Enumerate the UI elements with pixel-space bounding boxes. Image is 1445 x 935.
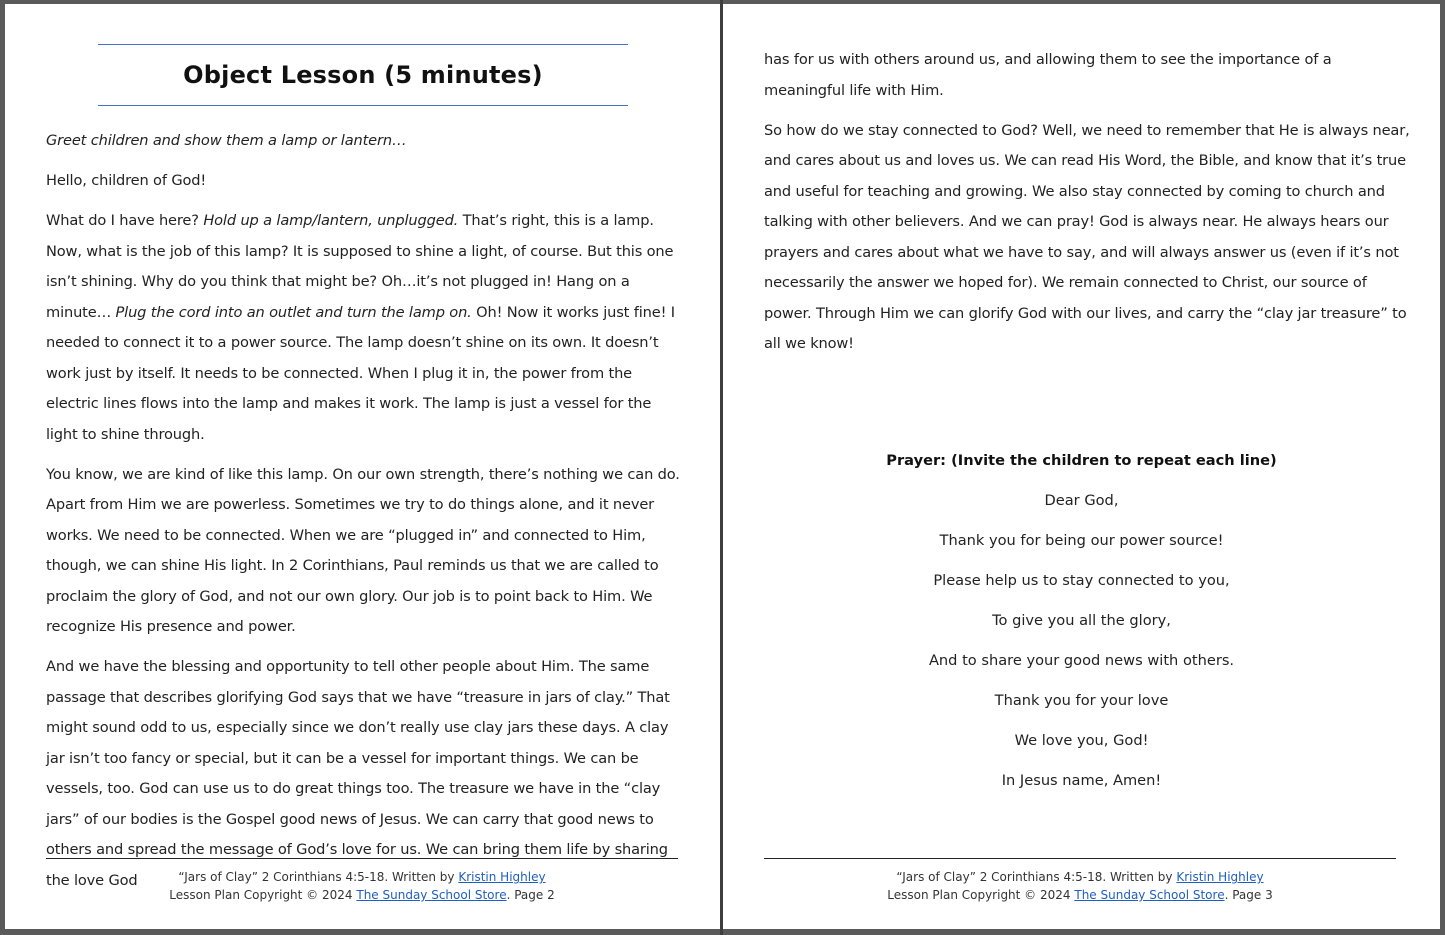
author-link[interactable]: Kristin Highley xyxy=(458,870,546,884)
prayer-line: And to share your good news with others. xyxy=(928,652,1235,669)
paragraph-2: You know, we are kind of like this lamp. On our own strength, there’s nothing we can do. Apart from Him we are powerless. Sometimes we try to do things alone, and it never works. We need to be connected. When we are “plugged in” and connected to Him, though, we can shine His light. In 2 Corinthians, Paul reminds us that we are called to proclaim the glory of God, and not our own glory. Our job is to point back to Him. We recognize His presence and power. xyxy=(46,465,680,635)
prayer-line: Dear God, xyxy=(1044,492,1119,509)
footer-line-1: “Jars of Clay” 2 Corinthians 4:5-18. Written by Kristin Highley xyxy=(178,870,546,884)
lesson-body-right xyxy=(764,45,1414,369)
footer-line-2: Lesson Plan Copyright © 2024 The Sunday School Store. Page 2 xyxy=(169,888,555,902)
prayer-section xyxy=(723,450,1440,810)
prayer-line: Thank you for being our power source! xyxy=(939,532,1224,549)
paragraph-1: What do I have here? Hold up a lamp/lantern, unplugged. That’s right, this is a lamp. Now, what is the job of this lamp? It is supposed to shine a light, of course. But this one isn’t shining. Why do you think that might be? Oh…it’s not plugged in! Hang on a minute… Plug the cord into an outlet and turn the lamp on. Oh! Now it works just fine! I needed to connect it to a power source. The lamp doesn’t shine on its own. It doesn’t work just by itself. It needs to be connected. When I plug it in, the power from the electric lines flows into the lamp and makes it work. The lamp is just a vessel for the light to shine through. xyxy=(46,212,675,443)
lesson-body-left xyxy=(46,126,686,906)
footer-left xyxy=(46,858,678,904)
prayer-line: We love you, God! xyxy=(1014,732,1149,749)
page-3 xyxy=(723,4,1440,929)
paragraph-continued: has for us with others around us, and allowing them to see the importance of a meaningful life with Him. xyxy=(764,51,1332,99)
title-block xyxy=(98,44,628,106)
page-title: Object Lesson (5 minutes) xyxy=(183,61,543,89)
paragraph-3: And we have the blessing and opportunity to tell other people about Him. The same passage that describes glorifying God says that we have “treasure in jars of clay.” That might sound odd to us, especially since we don’t really use clay jars these days. A clay jar isn’t too fancy or special, but it can be a vessel for important things. We can be vessels, too. God can use us to do great things too. The treasure we have in the “clay jars” of our bodies is the Gospel good news of Jesus. We can carry that good news to others and spread the message of God’s love for us. We can bring them life by sharing the love God xyxy=(46,658,670,889)
footer-line-1: “Jars of Clay” 2 Corinthians 4:5-18. Written by Kristin Highley xyxy=(896,870,1264,884)
store-link[interactable]: The Sunday School Store xyxy=(1074,888,1225,902)
greeting: Hello, children of God! xyxy=(46,172,207,189)
store-link[interactable]: The Sunday School Store xyxy=(356,888,507,902)
prayer-line: Please help us to stay connected to you, xyxy=(933,572,1230,589)
footer-line-2: Lesson Plan Copyright © 2024 The Sunday School Store. Page 3 xyxy=(887,888,1273,902)
author-link[interactable]: Kristin Highley xyxy=(1176,870,1264,884)
intro-instruction: Greet children and show them a lamp or lantern… xyxy=(46,132,407,149)
paragraph-4: So how do we stay connected to God? Well, we need to remember that He is always near, and cares about us and loves us. We can read His Word, the Bible, and know that it’s true and useful for teaching and growing. We also stay connected by coming to church and talking with other believers. And we can pray! God is always near. He always hears our prayers and cares about what we have to say, and will always answer us (even if it’s not necessarily the answer we hoped for). We remain connected to Christ, our source of power. Through Him we can glorify God with our lives, and carry the “clay jar treasure” to all we know! xyxy=(764,121,1410,352)
page-2 xyxy=(5,4,720,929)
prayer-line: Thank you for your love xyxy=(994,692,1169,709)
prayer-line: To give you all the glory, xyxy=(992,612,1171,629)
footer-right xyxy=(764,858,1396,904)
prayer-line: In Jesus name, Amen! xyxy=(1001,772,1162,789)
prayer-heading: Prayer: (Invite the children to repeat each line) xyxy=(886,452,1277,469)
